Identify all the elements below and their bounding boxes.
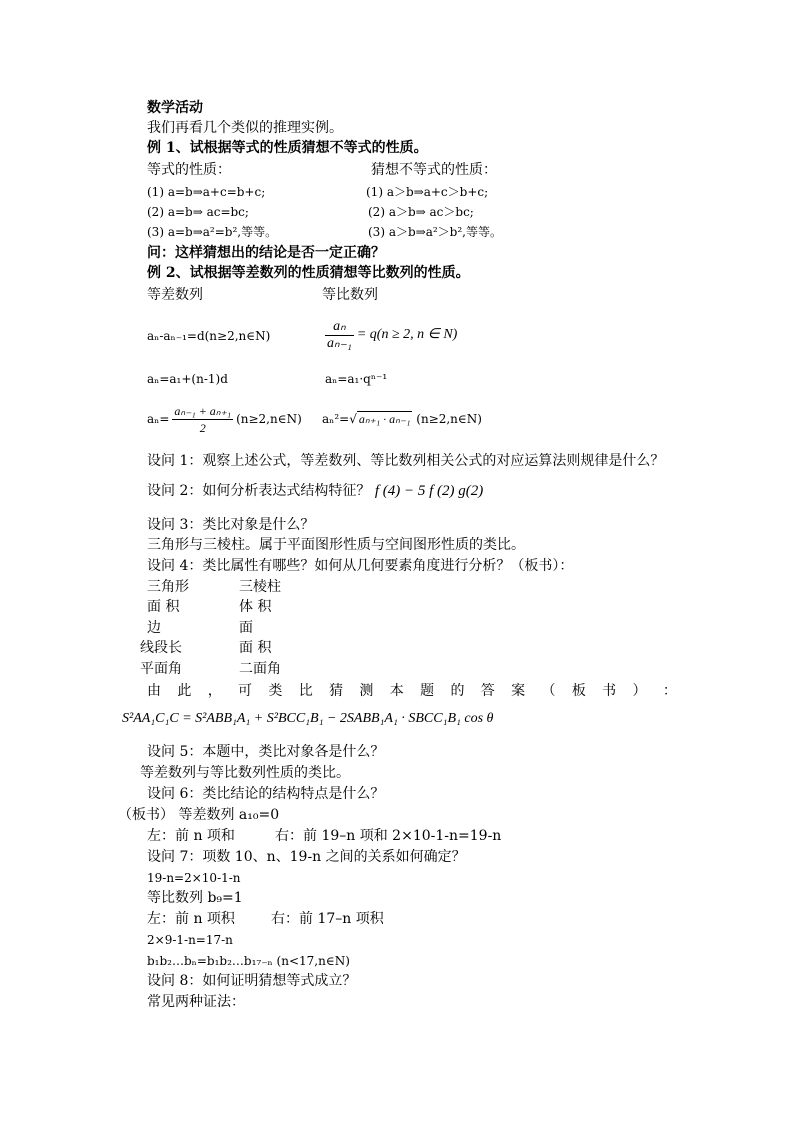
inequality-property-2: (2) a＞b⇒ ac＞bc;	[368, 205, 474, 219]
arithmetic-mean-lhs: aₙ=	[147, 412, 170, 426]
product-formula: b₁b₂…bₙ=b₁b₂…b₁₇₋ₙ (n<17,n∈N)	[147, 954, 350, 968]
geometric-sequence-header: 等比数列	[322, 287, 378, 303]
answer-char: （	[541, 683, 556, 699]
answer-char: 板	[571, 683, 586, 699]
geometric-ratio-formula	[322, 314, 457, 356]
geometric-mean-condition: (n≥2,n∈N)	[416, 412, 482, 426]
question-8: 设问 8：如何证明猜想等式成立？	[147, 973, 357, 989]
intro-text: 我们再看几个类似的推理实例。	[147, 120, 343, 136]
arithmetic-mean-denominator: 2	[199, 420, 206, 435]
inequality-properties-header: 猜想不等式的性质：	[371, 162, 497, 178]
equality-properties-header: 等式的性质：	[147, 162, 231, 178]
ratio-condition: = q(n ≥ 2, n ∈ N)	[356, 327, 458, 342]
pair-right-2: 体 积	[239, 599, 272, 615]
example-2-heading: 例 2、试根据等差数列的性质猜想等比数列的性质。	[147, 265, 470, 281]
pair-right-1: 三棱柱	[239, 579, 281, 595]
answer-char: 比	[298, 683, 313, 699]
answer-char: 本	[389, 683, 404, 699]
arithmetic-difference-formula: aₙ-aₙ₋₁=d(n≥2,n∈N)	[147, 329, 271, 343]
answer-char: 答	[480, 683, 495, 699]
ratio-denominator: aₙ₋₁	[327, 335, 352, 351]
question-text: 问：这样猜想出的结论是否一定正确？	[147, 245, 385, 261]
left-sum: 左：前 n 项和	[147, 828, 235, 844]
question-2	[147, 482, 483, 500]
answer-char: ：	[662, 683, 677, 699]
left-product: 左：前 n 项积	[147, 911, 235, 927]
pair-left-3: 边	[147, 620, 161, 636]
inequality-property-1: (1) a＞b⇒a+c＞b+c;	[366, 185, 489, 199]
question-6: 设问 6：类比结论的结构特点是什么？	[147, 786, 385, 802]
board-geometric: 等比数列 b₉=1	[147, 890, 243, 906]
answer-char: 案	[511, 683, 526, 699]
question-3: 设问 3：类比对象是什么？	[147, 517, 315, 533]
pair-left-4: 线段长	[140, 640, 182, 656]
question-5: 设问 5：本题中，类比对象各是什么？	[147, 744, 385, 760]
geometric-mean-radicand: aₙ₊₁ · aₙ₋₁	[358, 412, 411, 426]
right-sum: 右：前 19–n 项和 2×10-1-n=19-n	[275, 828, 502, 844]
arithmetic-mean-fraction	[172, 403, 233, 436]
ratio-fraction	[325, 319, 354, 352]
ratio-numerator: aₙ	[325, 319, 354, 336]
question-1: 设问 1：观察上述公式，等差数列、等比数列相关公式的对应运算法则规律是什么？	[147, 453, 665, 469]
calc-arithmetic: 19-n=2×10-1-n	[147, 871, 241, 885]
answer-char: 类	[268, 683, 283, 699]
question-2-text: 设问 2：如何分析表达式结构特征？	[147, 483, 371, 499]
answer-char: 猜	[329, 683, 344, 699]
answer-char: 可	[238, 683, 253, 699]
calc-geometric: 2×9-1-n=17-n	[147, 933, 233, 947]
pair-right-3: 面	[239, 620, 253, 636]
arithmetic-general-term: aₙ=a₁+(n-1)d	[147, 372, 228, 386]
geometric-mean-lhs: aₙ²=√	[322, 412, 357, 426]
answer-char: ）	[632, 683, 647, 699]
arithmetic-sequence-header: 等差数列	[147, 287, 203, 303]
pair-right-5: 二面角	[239, 661, 281, 677]
proof-methods: 常见两种证法：	[147, 994, 245, 1010]
equality-property-3: (3) a=b⇒a²=b²,等等。	[147, 225, 278, 239]
answer-formula: S²AA₁C₁C = S²ABB₁A₁ + S²BCC₁B₁ − 2SABB₁A₁ · SBCC₁B₁ cos θ	[122, 711, 494, 726]
geometric-general-term: aₙ=a₁·qⁿ⁻¹	[325, 372, 388, 386]
answer-char: 由	[147, 683, 161, 699]
pair-left-1: 三角形	[147, 579, 189, 595]
arithmetic-mean-formula	[147, 398, 302, 440]
pair-right-4: 面 积	[239, 640, 272, 656]
answer-char: 测	[359, 683, 374, 699]
question-4: 设问 4：类比属性有哪些？如何从几何要素角度进行分析？（板书）：	[147, 558, 574, 574]
question-7: 设问 7：项数 10、n、19-n 之间的关系如何确定？	[147, 849, 466, 865]
equality-property-2: (2) a=b⇒ ac=bc;	[147, 205, 249, 219]
question-5-answer: 等差数列与等比数列性质的类比。	[140, 765, 350, 781]
pair-left-5: 平面角	[140, 661, 182, 677]
pair-left-2: 面 积	[147, 599, 180, 615]
answer-char: 书	[602, 683, 617, 699]
page-title: 数学活动	[147, 100, 203, 116]
answer-intro	[147, 682, 677, 700]
right-product: 右：前 17–n 项积	[271, 911, 384, 927]
inequality-property-3: (3) a＞b⇒a²＞b²,等等。	[368, 225, 502, 239]
board-arithmetic: （板书） 等差数列 a₁₀=0	[118, 807, 280, 823]
arithmetic-mean-numerator: aₙ₋₁ + aₙ₊₁	[174, 403, 232, 418]
geometric-mean-formula	[322, 410, 482, 428]
answer-char: 此	[177, 683, 192, 699]
answer-char: 的	[450, 683, 465, 699]
answer-char: 题	[420, 683, 435, 699]
question-3-answer: 三角形与三棱柱。属于平面图形性质与空间图形性质的类比。	[147, 537, 525, 553]
example-1-heading: 例 1、试根据等式的性质猜想不等式的性质。	[147, 140, 428, 156]
equality-property-1: (1) a=b⇒a+c=b+c;	[147, 185, 266, 199]
question-2-expression: f (4) − 5 f (2) g(2)	[374, 483, 484, 499]
answer-char: ，	[207, 683, 222, 699]
arithmetic-mean-condition: (n≥2,n∈N)	[236, 412, 302, 426]
